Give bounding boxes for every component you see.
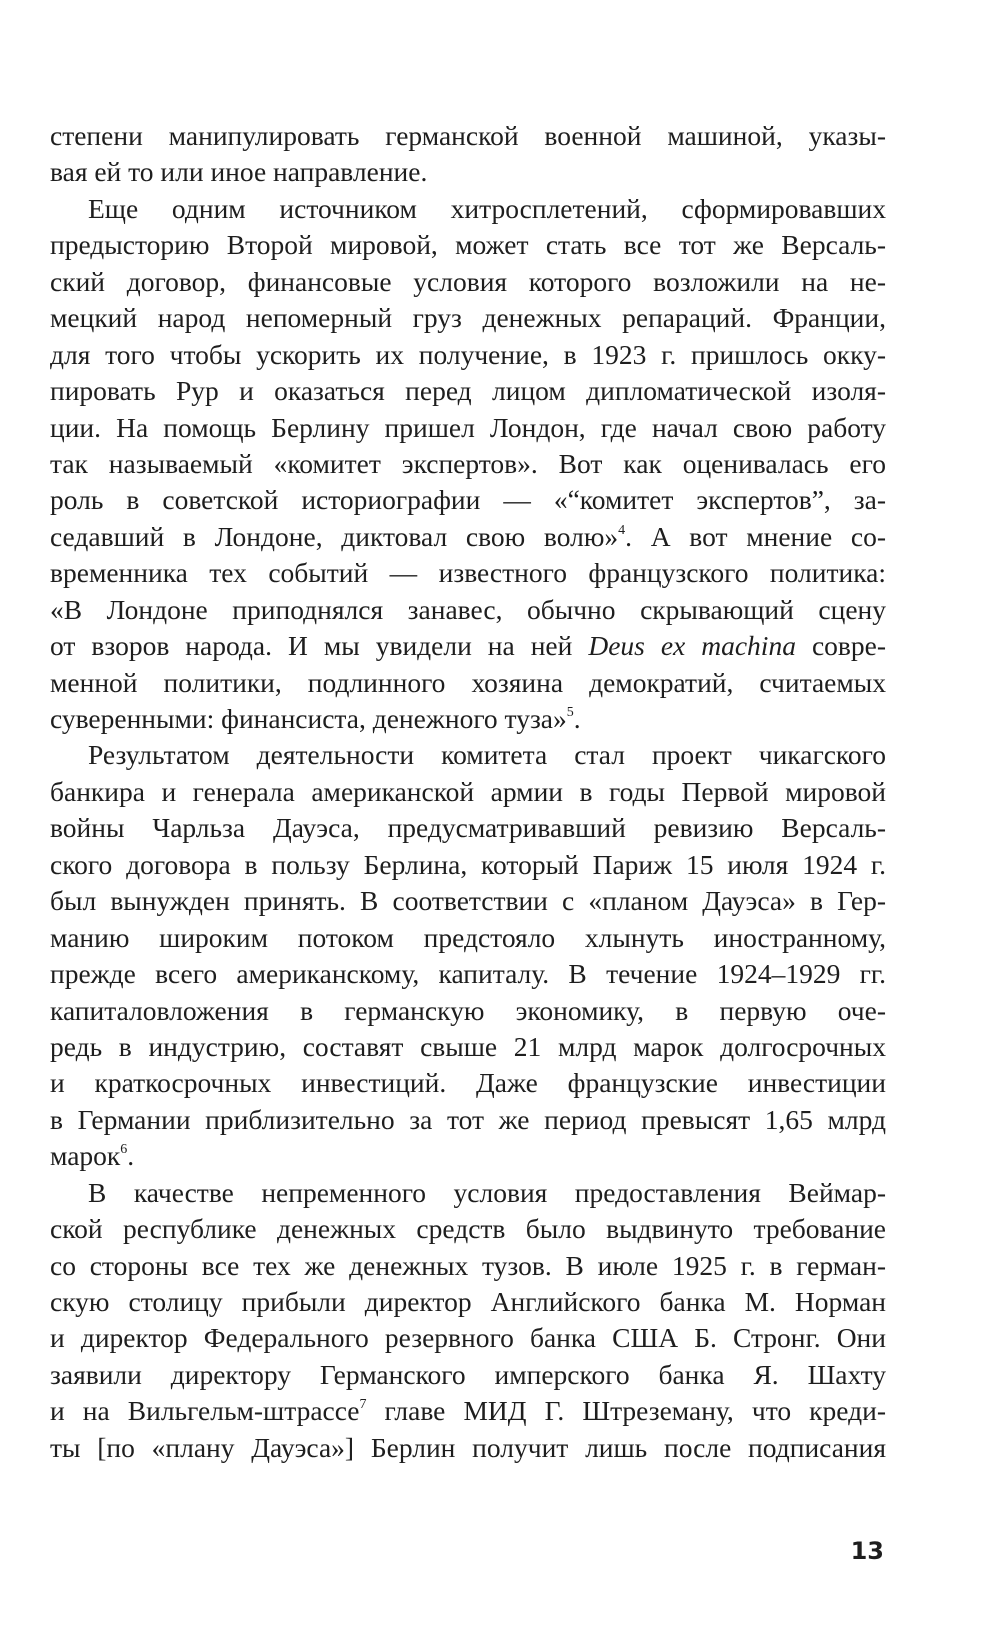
text-segment: . А вот мнение со- [625, 520, 887, 552]
italic-phrase: Deus ex machina [588, 630, 796, 662]
text-line: Еще одним источником хитросплетений, сформировавших [88, 192, 886, 224]
text-segment: совре- [795, 630, 886, 662]
text-line: скую столицу прибыли директор Английского банка М. Норман [50, 1286, 886, 1317]
footnote-ref-4: 4 [618, 522, 626, 538]
text-segment: суверенными: финансиста, денежного туза» [50, 703, 567, 734]
text-line: В качестве непременного условия предоставления Веймар- [88, 1176, 886, 1208]
text-line: банкира и генерала американской армии в годы Первой мировой [50, 775, 886, 807]
text-line: Результатом деятельности комитета стал проект чикагского [88, 739, 886, 771]
text-line: манию широким потоком предстояло хлынуть иностранному, [50, 921, 886, 953]
text-line: пировать Рур и оказаться перед лицом дипломатической изоля- [50, 375, 886, 407]
text-segment: . [573, 703, 581, 734]
text-line: редь в индустрию, составят свыше 21 млрд марок долгосрочных [50, 1030, 886, 1062]
text-line: со стороны все тех же денежных тузов. В июле 1925 г. в герман- [50, 1249, 886, 1281]
text-segment: от взоров народа. И мы увидели на ней [50, 630, 589, 662]
text-segment: седавший в Лондоне, диктовал свою волю» [50, 520, 619, 552]
text-line: менной политики, подлинного хозяина демократий, считаемых [50, 666, 886, 698]
text-line: мецкий народ непомерный груз денежных репараций. Франции, [50, 302, 886, 334]
text-line: и краткосрочных инвестиций. Даже французские инвестиции [50, 1067, 886, 1099]
text-line: прежде всего американскому, капиталу. В течение 1924–1929 гг. [50, 958, 886, 990]
text-line: ского договора в пользу Берлина, который Париж 15 июля 1924 г. [50, 848, 886, 880]
text-line: войны Чарльза Дауэса, предусматривавший ревизию Версаль- [50, 812, 886, 844]
text-segment: и на Вильгельм-штрассе [50, 1395, 360, 1427]
text-line: ции. На помощь Берлину пришел Лондон, где начал свою работу [50, 411, 886, 443]
text-line [50, 701, 886, 737]
text-line: временника тех событий — известного французского политика: [50, 557, 886, 589]
text-line: вая ей то или иное направление. [50, 156, 428, 188]
text-line: предысторию Второй мировой, может стать все тот же Версаль- [50, 229, 886, 261]
footnote-ref-5: 5 [566, 705, 574, 720]
text-line: капиталовложения в германскую экономику, в первую оче- [50, 994, 886, 1026]
footnote-ref-6: 6 [120, 1142, 128, 1158]
text-line: марок$^6$. [50, 1140, 135, 1172]
text-line: так называемый «комитет экспертов». Вот как оценивалась его [50, 447, 886, 479]
text-line [50, 1393, 886, 1429]
footnote-ref-7: 7 [359, 1397, 367, 1413]
text-line: ты [по «плану Дауэса»] Берлин получит лишь после подписания [50, 1431, 886, 1463]
page-body [50, 118, 886, 1466]
text-line: роль в советской историографии — «“комитет экспертов”, за- [50, 484, 886, 516]
text-line: в Германии приблизительно за тот же период превысят 1,65 млрд [50, 1103, 886, 1135]
text-line: «В Лондоне приподнялся занавес, обычно скрывающий сцену [50, 593, 886, 625]
text-line: заявили директору Германского имперского банка Я. Шахту [50, 1358, 886, 1390]
text-line: ский договор, финансовые условия которого возложили на не- [50, 265, 886, 297]
text-line: ской республике денежных средств было выдвинуто требование [50, 1213, 886, 1245]
page-number: 13 [850, 1537, 884, 1565]
text-line: и директор Федерального резервного банка США Б. Стронг. Они [50, 1322, 886, 1354]
text-segment: главе МИД Г. Штреземану, что креди- [366, 1395, 886, 1427]
text-line [50, 628, 886, 664]
text-line [50, 519, 886, 555]
text-line: был вынужден принять. В соответствии с «планом Дауэса» в Гер- [50, 885, 886, 917]
text-segment: марок [50, 1140, 121, 1172]
text-line: для того чтобы ускорить их получение, в 1923 г. пришлось окку- [50, 338, 886, 370]
text-line: степени манипулировать германской военной машиной, указы- [50, 120, 886, 151]
